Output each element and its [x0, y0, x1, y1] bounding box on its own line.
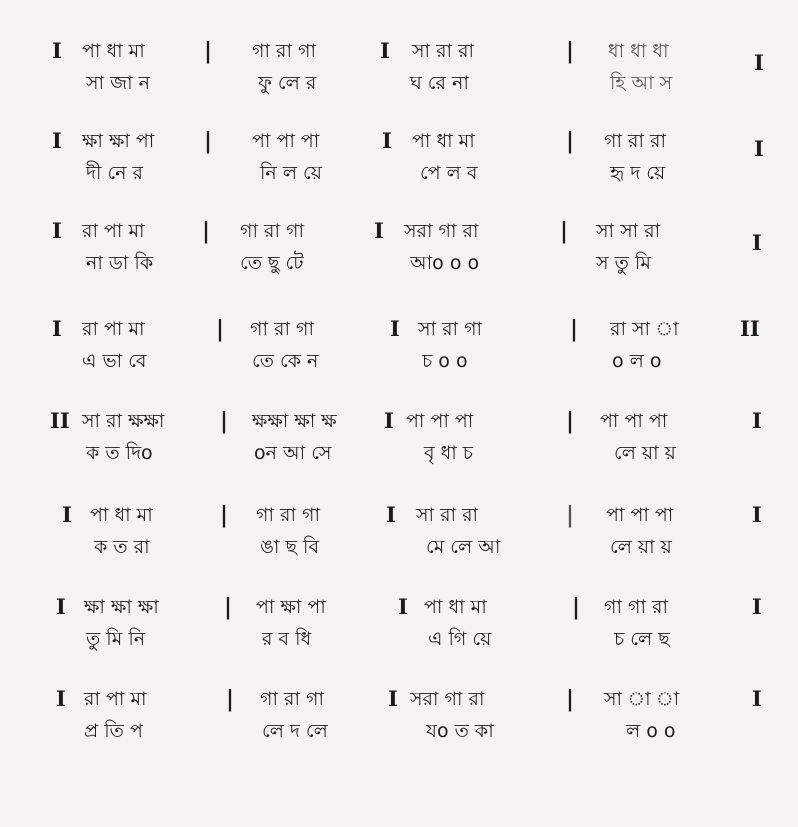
measure-2-notes: গা রা গা [250, 318, 314, 340]
swara-row [0, 314, 798, 344]
lyric-4: চ লে ছ [614, 628, 670, 650]
end-bar: I [752, 686, 762, 711]
measure-2-notes: গা রা গা [260, 688, 324, 710]
lyric-3: ঘ রে না [410, 72, 469, 94]
start-bar: I [56, 686, 66, 711]
measure-1-notes: রা পা মা [82, 318, 145, 340]
half-bar: I [390, 316, 400, 341]
measure-1-notes: ক্ষা ক্ষা ক্ষা [84, 596, 159, 618]
half-bar: I [382, 128, 392, 153]
half-bar: I [374, 218, 384, 243]
measure-3-notes: পা পা পা [406, 410, 474, 432]
lyric-2: লে দ লে [262, 720, 328, 742]
start-bar: I [52, 218, 62, 243]
swara-row [0, 500, 798, 530]
start-bar: II [50, 408, 70, 433]
end-bar: I [754, 136, 764, 161]
lyric-row [0, 716, 798, 746]
measure-1-notes: রা পা মা [84, 688, 147, 710]
start-bar: I [52, 316, 62, 341]
measure-1-notes: পা ধা মা [90, 504, 153, 526]
measure-3-notes: পা ধা মা [424, 596, 487, 618]
lyric-3: যo ত কা [426, 720, 494, 742]
measure-bar: | [566, 502, 575, 528]
lyric-1: এ ভা বে [82, 350, 147, 372]
lyric-4: লে য়া য় [614, 442, 676, 464]
measure-4-notes: সা া া [604, 688, 680, 710]
lyric-1: ক ত দিo [86, 442, 153, 464]
lyric-4: হি আ স [610, 72, 673, 94]
lyric-2: oন আ সে [254, 442, 332, 464]
lyric-2: নি ল য়ে [260, 162, 322, 184]
lyric-row [0, 438, 798, 468]
measure-2-notes: ক্ষক্ষা ক্ষা ক্ষ [252, 410, 337, 432]
lyric-row [0, 346, 798, 376]
half-bar: I [384, 408, 394, 433]
lyric-row [0, 624, 798, 654]
lyric-4: স তু মি [596, 252, 651, 274]
lyric-2: ঙা ছ বি [260, 536, 320, 558]
half-bar: I [380, 38, 390, 63]
measure-bar: | [566, 408, 575, 434]
lyric-4: হৃ দ য়ে [610, 162, 666, 184]
notation-line-7 [0, 592, 798, 672]
measure-3-notes: সা রা রা [416, 504, 479, 526]
lyric-1: প্র তি প [84, 720, 143, 742]
lyric-3: মে লে আ [426, 536, 501, 558]
measure-3-notes: সা রা গা [418, 318, 483, 340]
lyric-4: লে য়া য় [610, 536, 672, 558]
end-bar: I [752, 594, 762, 619]
lyric-row [0, 68, 798, 98]
measure-1-notes: ক্ষা ক্ষা পা [82, 130, 155, 152]
lyric-1: না ডা কি [86, 252, 154, 274]
half-bar: I [386, 502, 396, 527]
notation-line-5 [0, 406, 798, 486]
measure-2-notes: পা পা পা [252, 130, 320, 152]
measure-bar: | [570, 316, 579, 342]
notation-line-1 [0, 36, 798, 116]
lyric-1: তু মি নি [86, 628, 146, 650]
measure-bar: | [226, 686, 235, 712]
measure-2-notes: গা রা গা [240, 220, 304, 242]
notation-line-8 [0, 684, 798, 764]
measure-bar: | [566, 38, 575, 64]
lyric-3: আo o o [410, 252, 480, 274]
lyric-1: ক ত রা [94, 536, 150, 558]
measure-1-notes: রা পা মা [82, 220, 145, 242]
half-bar: I [398, 594, 408, 619]
measure-4-notes: পা পা পা [600, 410, 668, 432]
swara-row [0, 36, 798, 75]
lyric-4: ল o o [626, 720, 676, 742]
measure-4-notes: ধা ধা ধা [608, 40, 669, 62]
end-bar: I [754, 50, 764, 75]
notation-line-6 [0, 500, 798, 580]
measure-2-notes: পা ক্ষা পা [256, 596, 326, 618]
start-bar: I [62, 502, 72, 527]
measure-3-notes: পা ধা মা [412, 130, 475, 152]
measure-4-notes: রা সা া [610, 318, 679, 340]
lyric-row [0, 248, 798, 278]
measure-4-notes: গা রা রা [604, 130, 666, 152]
measure-bar: | [202, 218, 211, 244]
end-bar: I [752, 408, 762, 433]
measure-3-notes: সরা গা রা [404, 220, 479, 242]
lyric-row [0, 158, 798, 188]
swara-row [0, 684, 798, 714]
lyric-2: তে ছু টে [240, 252, 304, 274]
swara-row [0, 592, 798, 622]
measure-bar: | [204, 38, 213, 64]
measure-1-notes: সা রা ক্ষক্ষা [82, 410, 165, 432]
lyric-1: সা জা ন [86, 72, 150, 94]
notation-line-3 [0, 216, 798, 296]
measure-4-notes: গা গা রা [604, 596, 668, 618]
lyric-3: চ o o [422, 350, 468, 372]
start-bar: I [56, 594, 66, 619]
measure-bar: | [224, 594, 233, 620]
measure-1-notes: পা ধা মা [82, 40, 145, 62]
measure-bar: | [560, 218, 569, 244]
measure-bar: | [220, 408, 229, 434]
notation-line-2 [0, 126, 798, 206]
half-bar: I [388, 686, 398, 711]
start-bar: I [52, 38, 62, 63]
lyric-row [0, 532, 798, 562]
lyric-3: পে ল ব [420, 162, 478, 184]
measure-bar: | [216, 316, 225, 342]
measure-4-notes: সা সা রা [596, 220, 661, 242]
lyric-4: o ল o [612, 350, 662, 372]
lyric-2: তে কে ন [252, 350, 319, 372]
end-bar: I [752, 230, 762, 255]
measure-bar: | [572, 594, 581, 620]
start-bar: I [52, 128, 62, 153]
measure-bar: | [220, 502, 229, 528]
measure-bar: | [204, 128, 213, 154]
swara-row [0, 216, 798, 255]
lyric-3: এ গি য়ে [428, 628, 492, 650]
swara-row [0, 126, 798, 161]
measure-bar: | [566, 128, 575, 154]
swara-row [0, 406, 798, 436]
measure-bar: | [566, 686, 575, 712]
measure-3-notes: সরা গা রা [410, 688, 485, 710]
lyric-1: দী নে র [86, 162, 143, 184]
lyric-3: বৃ ধা চ [424, 442, 474, 464]
measure-2-notes: গা রা গা [252, 40, 316, 62]
measure-3-notes: সা রা রা [412, 40, 475, 62]
lyric-2: ফু লে র [258, 72, 317, 94]
end-bar: I [752, 502, 762, 527]
lyric-2: র ব ধি [262, 628, 312, 650]
end-bar: II [740, 316, 760, 341]
notation-line-4 [0, 314, 798, 394]
measure-4-notes: পা পা পা [606, 504, 674, 526]
measure-2-notes: গা রা গা [256, 504, 320, 526]
